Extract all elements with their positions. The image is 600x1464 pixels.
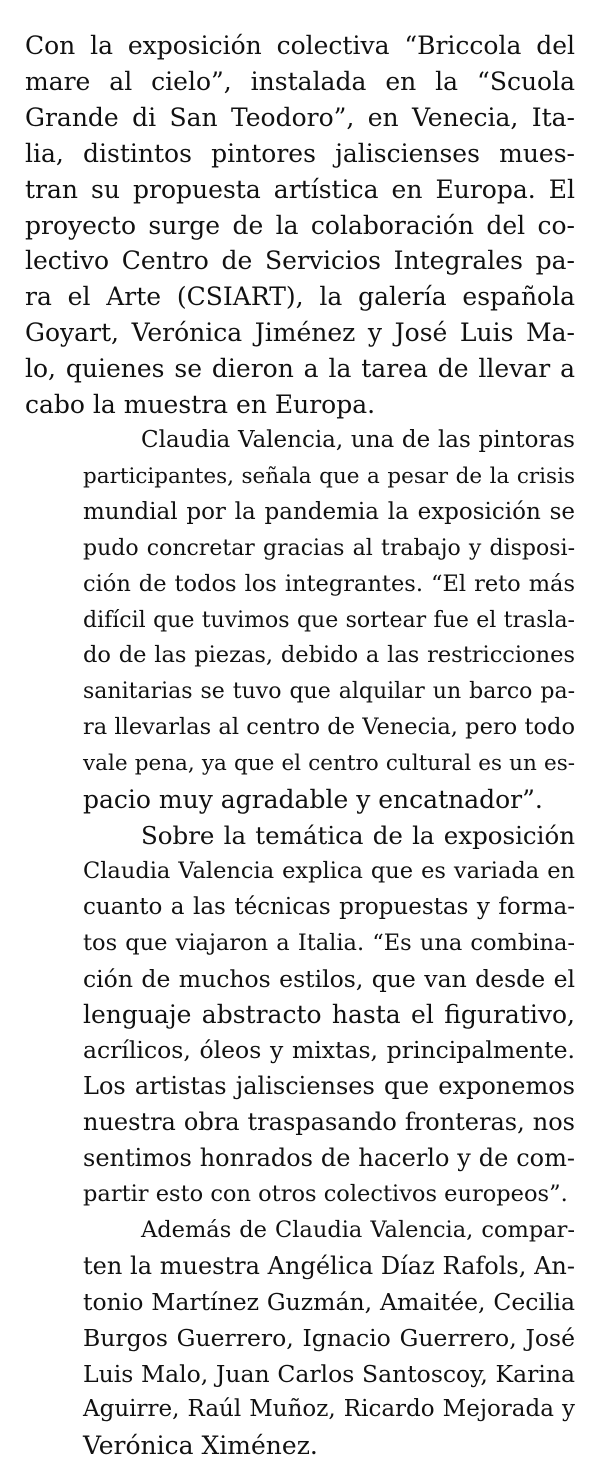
text-line: ra el Arte (CSIART), la galería española bbox=[25, 282, 575, 312]
text-line: Sobre la temática de la exposición bbox=[141, 820, 575, 850]
text-line: nuestra obra traspasando fronteras, nos bbox=[83, 1108, 575, 1137]
text-line: difícil que tuvimos que sortear fue el trasla- bbox=[83, 607, 575, 633]
text-line: sentimos honrados de hacerlo y de com- bbox=[83, 1144, 575, 1173]
paragraph-1 bbox=[25, 28, 575, 423]
text-line: sanitarias se tuvo que alquilar un barco pa- bbox=[83, 679, 575, 705]
text-line: Verónica Ximénez. bbox=[83, 1431, 318, 1461]
text-line: lo, quienes se dieron a la tarea de llevar a bbox=[25, 354, 575, 384]
text-line: Luis Malo, Juan Carlos Santoscoy, Karina bbox=[83, 1359, 575, 1388]
text-line: participantes, señala que a pesar de la crisis bbox=[83, 463, 575, 489]
text-line: do de las piezas, debido a las restricciones bbox=[83, 642, 575, 669]
text-line: vale pena, ya que el centro cultural es un es- bbox=[83, 751, 575, 777]
text-line: partir esto con otros colectivos europeos”. bbox=[83, 1181, 568, 1207]
text-line: tos que viajaron a Italia. “Es una combina- bbox=[83, 929, 575, 956]
text-line: cabo la muestra en Europa. bbox=[25, 390, 376, 420]
text-line: Claudia Valencia, una de las pintoras bbox=[141, 426, 575, 453]
text-line: Claudia Valencia explica que es variada en bbox=[83, 857, 575, 884]
text-line: Burgos Guerrero, Ignacio Guerrero, José bbox=[83, 1323, 575, 1352]
text-line: pacio muy agradable y encatnador”. bbox=[83, 785, 543, 815]
text-line: lenguaje abstracto hasta el figurativo, bbox=[83, 1000, 575, 1030]
article-body bbox=[25, 28, 575, 1464]
text-line: mare al cielo”, instalada en la “Scuola bbox=[25, 66, 575, 96]
text-line: lia, distintos pintores jaliscienses mues- bbox=[25, 138, 575, 168]
paragraph-4 bbox=[25, 1213, 575, 1464]
text-line: Aguirre, Raúl Muñoz, Ricardo Mejorada y bbox=[83, 1396, 575, 1423]
text-line: tran su propuesta artística en Europa. El bbox=[25, 174, 575, 204]
text-line: Además de Claudia Valencia, compar- bbox=[141, 1216, 575, 1243]
paragraph-2 bbox=[25, 423, 575, 818]
cropped-heading-fragment bbox=[20, 0, 580, 6]
text-line: ra llevarlas al centro de Venecia, pero todo bbox=[83, 714, 575, 741]
text-line: ten la muestra Angélica Díaz Rafols, An- bbox=[83, 1251, 575, 1280]
paragraph-3 bbox=[25, 818, 575, 1213]
text-line: tonio Martínez Guzmán, Amaitée, Cecilia bbox=[83, 1287, 575, 1316]
text-line: Goyart, Verónica Jiménez y José Luis Ma- bbox=[25, 318, 575, 348]
text-line: lectivo Centro de Servicios Integrales pa- bbox=[25, 246, 575, 276]
text-line: acrílicos, óleos y mixtas, principalmente. bbox=[83, 1036, 575, 1065]
text-line: ción de muchos estilos, que van desde el bbox=[83, 964, 575, 993]
text-line: ción de todos los integrantes. “El reto más bbox=[83, 570, 575, 597]
text-line: pudo concretar gracias al trabajo y disposi- bbox=[83, 535, 575, 561]
text-line: cuanto a las técnicas propuestas y forma- bbox=[83, 893, 575, 920]
text-line: mundial por la pandemia la exposición se bbox=[83, 498, 575, 525]
text-line: Los artistas jaliscienses que exponemos bbox=[83, 1072, 575, 1101]
text-line: proyecto surge de la colaboración del co- bbox=[25, 210, 575, 240]
text-line: Grande di San Teodoro”, en Venecia, Ita- bbox=[25, 102, 575, 132]
text-line: Con la exposición colectiva “Briccola del bbox=[25, 31, 575, 60]
